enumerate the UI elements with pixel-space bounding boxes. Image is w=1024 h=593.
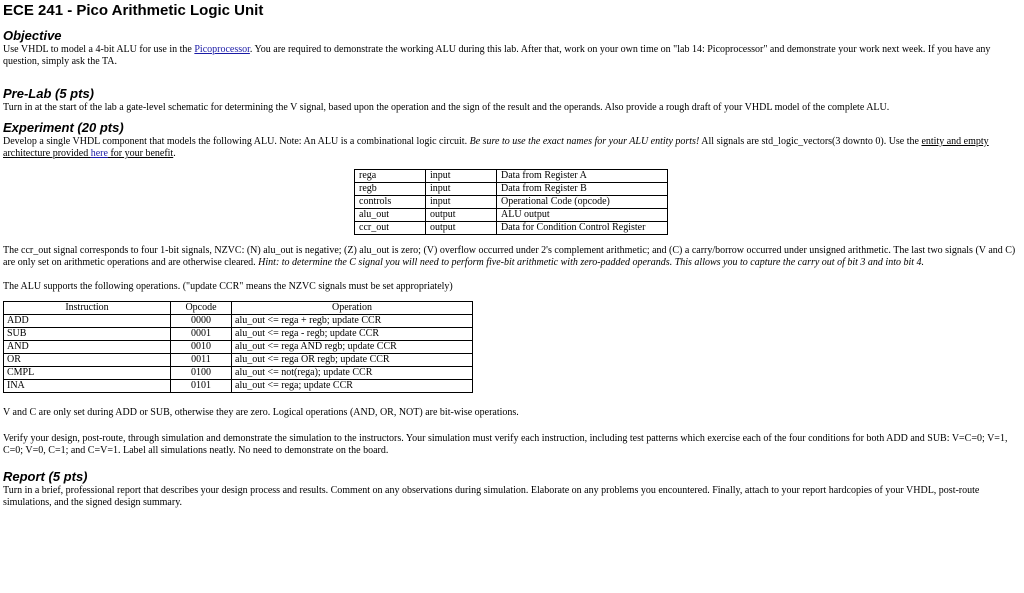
opcode-cell: 0100 <box>171 367 232 380</box>
table-header-row <box>4 302 473 315</box>
instruction-cell: OR <box>4 354 171 367</box>
table-row <box>4 354 473 367</box>
column-header-operation: Operation <box>232 302 473 315</box>
table-row <box>4 380 473 393</box>
experiment-text-a: Develop a single VHDL component that models the following ALU. Note: An ALU is a combinational logic circuit. <box>3 136 470 147</box>
port-name: rega <box>355 170 426 183</box>
experiment-text-b: All signals are std_logic_vectors(3 downto 0). Use the <box>699 136 922 147</box>
operation-cell: alu_out <= rega + regb; update CCR <box>232 315 473 328</box>
verify-paragraph: Verify your design, post-route, through simulation and demonstrate the simulation to the instructors. Your simulation must verify each instruction, including test patterns which exercise each of the four conditions for both ADD and SUB: V=C=0; V=1, C=0; V=0, C=1; and C=V=1. Label all simulations neatly. No need to demonstrate on the board. <box>3 433 1008 456</box>
ccr-text: The ccr_out signal corresponds to four 1-bit signals, NZVC: (N) alu_out is negative; (Z) alu_out is zero; (V) overflow occurred under 2's complement arithmetic; and (C) a carry/borrow occurred under unsigned arithmetic. The last two signals (V and C) are only set on arithmetic operations and are otherwise cleared. <box>3 245 1016 268</box>
table-row <box>355 183 668 196</box>
prelab-heading: Pre-Lab (5 pts) <box>3 86 95 101</box>
opcode-cell: 0010 <box>171 341 232 354</box>
table-row <box>355 196 668 209</box>
opcode-cell: 0001 <box>171 328 232 341</box>
port-description: ALU output <box>497 209 668 222</box>
objective-heading: Objective <box>3 28 62 43</box>
opcode-cell: 0000 <box>171 315 232 328</box>
document-page <box>3 0 1021 509</box>
instruction-cell: CMPL <box>4 367 171 380</box>
table-row <box>355 170 668 183</box>
instruction-cell: SUB <box>4 328 171 341</box>
instruction-cell: AND <box>4 341 171 354</box>
opcode-cell: 0101 <box>171 380 232 393</box>
here-link[interactable]: here <box>90 148 108 159</box>
port-direction: input <box>426 183 497 196</box>
experiment-paragraph-1 <box>3 136 1021 160</box>
experiment-heading: Experiment (20 pts) <box>3 120 124 135</box>
opcode-cell: 0011 <box>171 354 232 367</box>
port-direction: input <box>426 196 497 209</box>
operation-cell: alu_out <= rega AND regb; update CCR <box>232 341 473 354</box>
table-row <box>4 367 473 380</box>
instruction-cell: INA <box>4 380 171 393</box>
report-heading: Report (5 pts) <box>3 469 88 484</box>
table-row <box>355 209 668 222</box>
vc-note-paragraph: V and C are only set during ADD or SUB, otherwise they are zero. Logical operations (AND, OR, NOT) are bit-wise operations. <box>3 407 519 418</box>
table-row <box>4 315 473 328</box>
port-name: alu_out <box>355 209 426 222</box>
ccr-hint: Hint: to determine the C signal you will need to perform five-bit arithmetic with zero-padded operands. This allows you to capture the carry out of bit 3 and into bit 4. <box>258 257 925 268</box>
report-paragraph: Turn in a brief, professional report that describes your design process and results. Comment on any observations during simulation. Elaborate on any problems you encountered. Finally, attach to your report hardcopies of your VHDL, post-route simulations, and the signed design summary. <box>3 485 980 508</box>
operation-cell: alu_out <= rega; update CCR <box>232 380 473 393</box>
port-description: Data from Register B <box>497 183 668 196</box>
objective-text-b: . You are required to demonstrate the working ALU during this lab. After that, work on your own time on "lab 14: Picoprocessor" and demonstrate your work next week. If you have any question, simply ask the TA. <box>3 44 991 67</box>
objective-text-a: Use VHDL to model a 4-bit ALU for use in the <box>3 44 195 55</box>
port-direction: output <box>426 222 497 235</box>
experiment-text-end: . <box>173 148 176 159</box>
port-description: Data for Condition Control Register <box>497 222 668 235</box>
operation-cell: alu_out <= not(rega); update CCR <box>232 367 473 380</box>
table-row <box>4 341 473 354</box>
picoprocessor-link[interactable]: Picoprocessor <box>194 44 250 55</box>
prelab-paragraph: Turn in at the start of the lab a gate-level schematic for determining the V signal, based upon the operation and the sign of the result and the operands. Also provide a rough draft of your VHDL model of the complete ALU. <box>3 102 890 113</box>
port-name: regb <box>355 183 426 196</box>
objective-paragraph <box>3 44 1021 68</box>
experiment-benefit-text: for your benefit <box>107 148 174 159</box>
port-name: ccr_out <box>355 222 426 235</box>
operations-table <box>3 301 473 393</box>
column-header-instruction: Instruction <box>4 302 171 315</box>
table-row <box>4 328 473 341</box>
experiment-emphasis: Be sure to use the exact names for your ALU entity ports! <box>469 136 700 147</box>
page-title: ECE 241 - Pico Arithmetic Logic Unit <box>3 2 264 19</box>
experiment-entity-text: entity and empty architecture provided <box>3 136 989 159</box>
column-header-opcode: Opcode <box>171 302 232 315</box>
operations-intro: The ALU supports the following operations. ("update CCR" means the NZVC signals must be set appropriately) <box>3 281 453 292</box>
table-row <box>355 222 668 235</box>
port-description: Data from Register A <box>497 170 668 183</box>
port-direction: input <box>426 170 497 183</box>
port-direction: output <box>426 209 497 222</box>
ports-table <box>354 169 668 235</box>
port-description: Operational Code (opcode) <box>497 196 668 209</box>
instruction-cell: ADD <box>4 315 171 328</box>
ccr-paragraph <box>3 245 1021 269</box>
operation-cell: alu_out <= rega OR regb; update CCR <box>232 354 473 367</box>
port-name: controls <box>355 196 426 209</box>
operation-cell: alu_out <= rega - regb; update CCR <box>232 328 473 341</box>
